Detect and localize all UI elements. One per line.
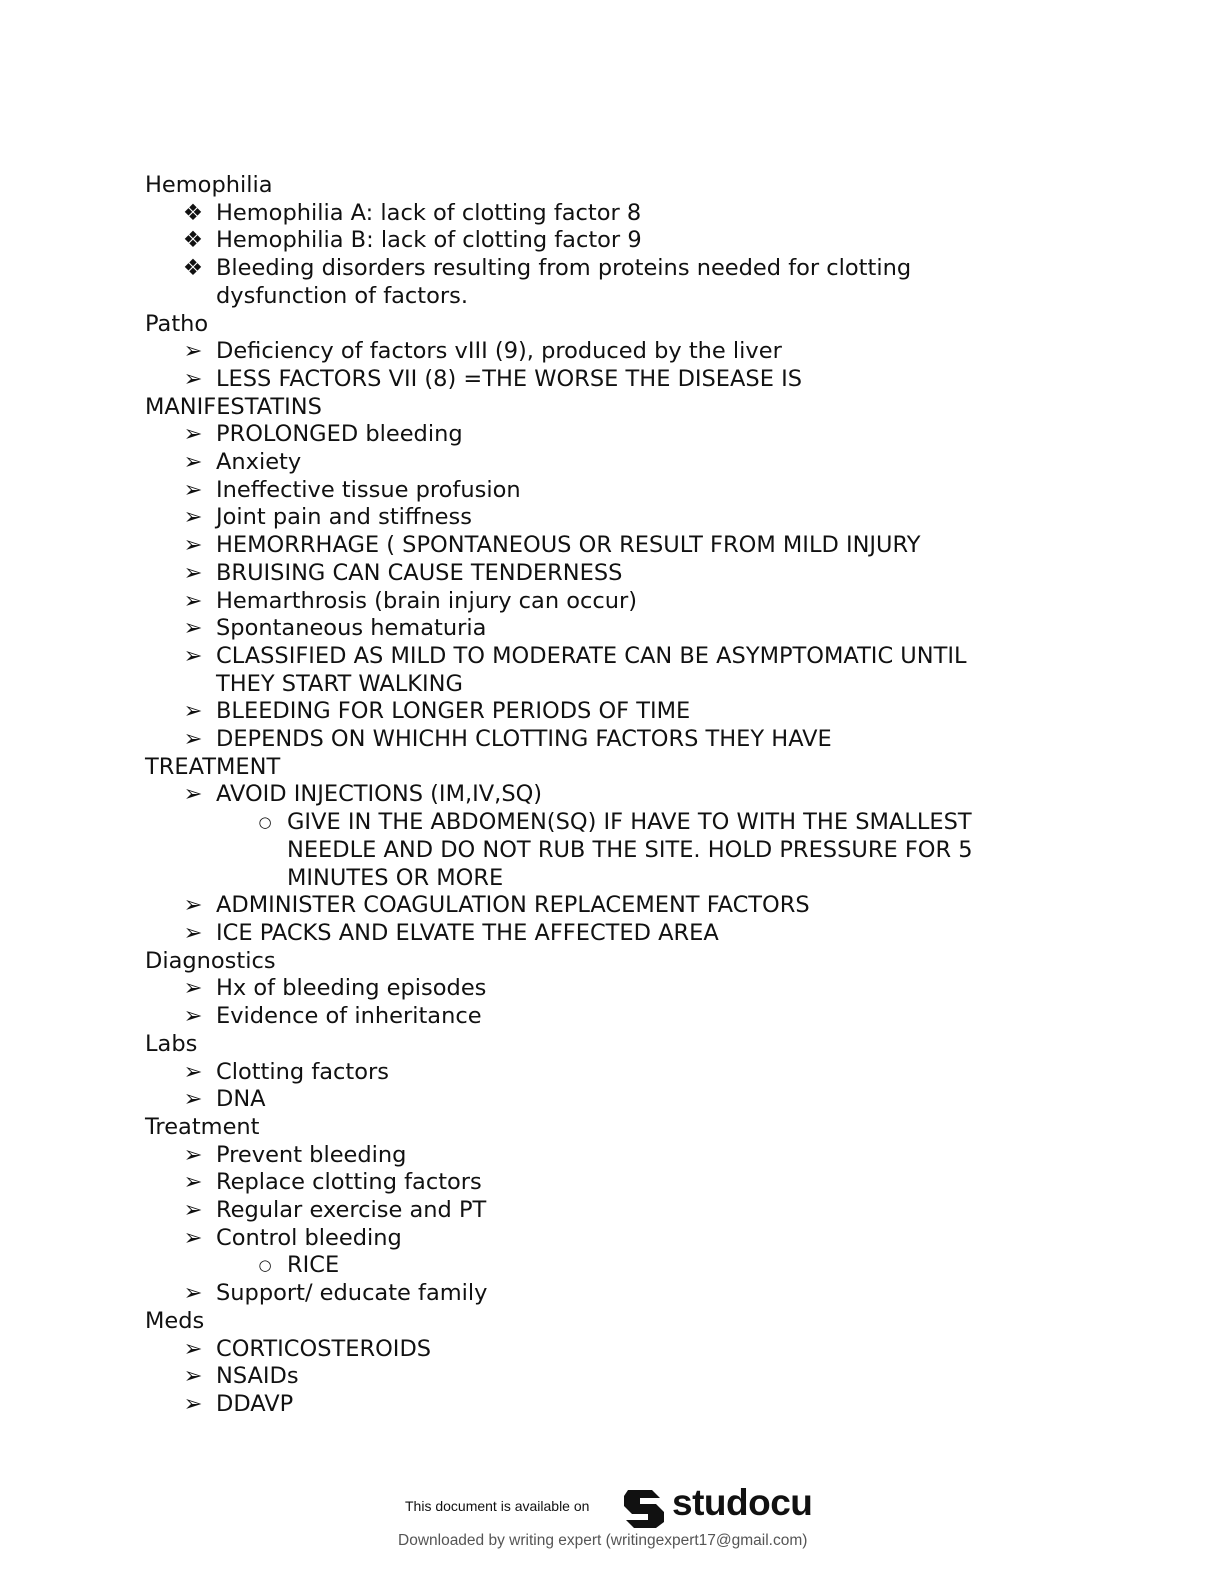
arrow-bullet-icon: ➢ xyxy=(183,1363,203,1390)
diamond-bullet-icon: ❖ xyxy=(182,227,204,254)
list-item xyxy=(145,449,1025,477)
section-heading: TREATMENT xyxy=(145,753,281,780)
list-item xyxy=(145,781,1025,809)
list-item-text: Anxiety xyxy=(216,449,302,476)
list-item xyxy=(145,920,1025,948)
list-item xyxy=(145,338,1025,366)
arrow-bullet-icon: ➢ xyxy=(183,449,203,476)
list-item-text: ADMINISTER COAGULATION REPLACEMENT FACTORS xyxy=(216,892,810,919)
list-item xyxy=(145,504,1025,532)
list-item xyxy=(145,200,1025,228)
diamond-bullet-icon: ❖ xyxy=(182,199,204,226)
arrow-bullet-icon: ➢ xyxy=(183,1280,203,1307)
sub-list-item xyxy=(145,1252,1025,1280)
list-item xyxy=(145,1169,1025,1197)
list-item-text: Support/ educate family xyxy=(216,1280,488,1307)
list-item xyxy=(145,975,1025,1003)
list-item xyxy=(145,366,1025,394)
list-item xyxy=(145,1336,1025,1364)
arrow-bullet-icon: ➢ xyxy=(183,1086,203,1113)
list-item-text: Hemarthrosis (brain injury can occur) xyxy=(216,587,638,614)
list-item xyxy=(145,1142,1025,1170)
list-item xyxy=(145,1363,1025,1391)
list-item xyxy=(145,1391,1025,1419)
section-heading: Treatment xyxy=(145,1113,260,1140)
list-item-text: HEMORRHAGE ( SPONTANEOUS OR RESULT FROM MILD INJURY xyxy=(216,532,921,559)
list-item-text: Regular exercise and PT xyxy=(216,1197,487,1224)
list-item xyxy=(145,698,1025,726)
section-heading: MANIFESTATINS xyxy=(145,393,322,420)
bullet-list xyxy=(145,1059,1025,1114)
list-item xyxy=(145,255,1025,310)
list-item-text: Control bleeding xyxy=(216,1224,402,1251)
arrow-bullet-icon: ➢ xyxy=(183,892,203,919)
arrow-bullet-icon: ➢ xyxy=(183,1197,203,1224)
studocu-brand[interactable]: studocu xyxy=(672,1482,813,1523)
arrow-bullet-icon: ➢ xyxy=(183,1003,203,1030)
list-item-text: AVOID INJECTIONS (IM,IV,SQ) xyxy=(216,781,543,808)
sub-bullet-list xyxy=(145,1252,1025,1280)
section-heading: Meds xyxy=(145,1307,205,1334)
circle-bullet-icon: ○ xyxy=(258,1256,272,1275)
arrow-bullet-icon: ➢ xyxy=(183,559,203,586)
availability-text: This document is available on xyxy=(405,1498,590,1514)
arrow-bullet-icon: ➢ xyxy=(183,781,203,808)
bullet-list xyxy=(145,338,1025,393)
arrow-bullet-icon: ➢ xyxy=(183,975,203,1002)
arrow-bullet-icon: ➢ xyxy=(183,504,203,531)
list-item-text: Ineffective tissue profusion xyxy=(216,476,521,503)
list-item-text: Hemophilia B: lack of clotting factor 9 xyxy=(216,227,642,254)
list-item-text: Bleeding disorders resulting from proteins needed for clotting dysfunction of factors. xyxy=(216,255,912,309)
arrow-bullet-icon: ➢ xyxy=(183,1335,203,1362)
section-heading: Hemophilia xyxy=(145,172,273,198)
arrow-bullet-icon: ➢ xyxy=(183,587,203,614)
list-item xyxy=(145,227,1025,255)
bullet-list xyxy=(145,781,1025,947)
arrow-bullet-icon: ➢ xyxy=(183,365,203,392)
list-item-text: CORTICOSTEROIDS xyxy=(216,1335,432,1362)
list-item xyxy=(145,643,1025,698)
section-heading: Patho xyxy=(145,310,209,337)
arrow-bullet-icon: ➢ xyxy=(183,726,203,753)
list-item-text: Clotting factors xyxy=(216,1058,389,1085)
list-item-text: LESS FACTORS VII (8) =THE WORSE THE DISEASE IS xyxy=(216,365,802,392)
sub-bullet-list xyxy=(145,809,1025,892)
list-item-text: Joint pain and stiffness xyxy=(216,504,472,531)
sub-list-item xyxy=(145,809,1025,892)
list-item-text: Hx of bleeding episodes xyxy=(216,975,487,1002)
footer xyxy=(0,1478,1224,1578)
list-item-text: NSAIDs xyxy=(216,1363,299,1390)
list-item-text: Replace clotting factors xyxy=(216,1169,482,1196)
diamond-bullet-icon: ❖ xyxy=(182,255,204,282)
arrow-bullet-icon: ➢ xyxy=(183,698,203,725)
arrow-bullet-icon: ➢ xyxy=(183,1169,203,1196)
bullet-list xyxy=(145,975,1025,1030)
list-item-text: Evidence of inheritance xyxy=(216,1003,482,1030)
list-item xyxy=(145,1280,1025,1308)
arrow-bullet-icon: ➢ xyxy=(183,532,203,559)
list-item-text: DDAVP xyxy=(216,1390,294,1417)
list-item xyxy=(145,892,1025,920)
arrow-bullet-icon: ➢ xyxy=(183,338,203,365)
arrow-bullet-icon: ➢ xyxy=(183,642,203,669)
arrow-bullet-icon: ➢ xyxy=(183,919,203,946)
downloaded-by-text: Downloaded by writing expert (writingexpert17@gmail.com) xyxy=(398,1532,808,1549)
arrow-bullet-icon: ➢ xyxy=(183,615,203,642)
studocu-logo-icon[interactable] xyxy=(620,1482,668,1530)
arrow-bullet-icon: ➢ xyxy=(183,1224,203,1251)
list-item-text: Spontaneous hematuria xyxy=(216,615,487,642)
list-item-text: BLEEDING FOR LONGER PERIODS OF TIME xyxy=(216,698,691,725)
list-item xyxy=(145,1003,1025,1031)
list-item-text: Prevent bleeding xyxy=(216,1141,407,1168)
list-item xyxy=(145,1225,1025,1253)
list-item xyxy=(145,477,1025,505)
list-item xyxy=(145,532,1025,560)
circle-bullet-icon: ○ xyxy=(258,813,272,832)
list-item xyxy=(145,1197,1025,1225)
bullet-list xyxy=(145,1142,1025,1308)
list-item-text: BRUISING CAN CAUSE TENDERNESS xyxy=(216,559,623,586)
list-item-text: Hemophilia A: lack of clotting factor 8 xyxy=(216,199,642,226)
arrow-bullet-icon: ➢ xyxy=(183,476,203,503)
arrow-bullet-icon: ➢ xyxy=(183,1058,203,1085)
arrow-bullet-icon: ➢ xyxy=(183,1141,203,1168)
list-item xyxy=(145,1086,1025,1114)
section-heading: Labs xyxy=(145,1030,198,1057)
list-item-text: DNA xyxy=(216,1086,266,1113)
bullet-list xyxy=(145,1336,1025,1419)
section-heading: Diagnostics xyxy=(145,947,276,974)
arrow-bullet-icon: ➢ xyxy=(183,421,203,448)
list-item-text: PROLONGED bleeding xyxy=(216,421,463,448)
bullet-list xyxy=(145,421,1025,753)
list-item xyxy=(145,1059,1025,1087)
sub-list-item-text: GIVE IN THE ABDOMEN(SQ) IF HAVE TO WITH THE SMALLEST NEEDLE AND DO NOT RUB THE SITE. HOLD PRESSURE FOR 5 MINUTES OR MORE xyxy=(287,809,973,891)
bullet-list xyxy=(145,200,1025,311)
list-item xyxy=(145,560,1025,588)
list-item xyxy=(145,588,1025,616)
list-item-text: DEPENDS ON WHICHH CLOTTING FACTORS THEY HAVE xyxy=(216,726,832,753)
list-item xyxy=(145,421,1025,449)
list-item-text: Deficiency of factors vIII (9), produced by the liver xyxy=(216,338,782,365)
list-item-text: CLASSIFIED AS MILD TO MODERATE CAN BE ASYMPTOMATIC UNTIL THEY START WALKING xyxy=(216,642,967,697)
list-item xyxy=(145,726,1025,754)
document-body xyxy=(145,172,1025,1419)
arrow-bullet-icon: ➢ xyxy=(183,1390,203,1417)
sub-list-item-text: RICE xyxy=(287,1252,340,1279)
list-item-text: ICE PACKS AND ELVATE THE AFFECTED AREA xyxy=(216,919,719,946)
list-item xyxy=(145,615,1025,643)
